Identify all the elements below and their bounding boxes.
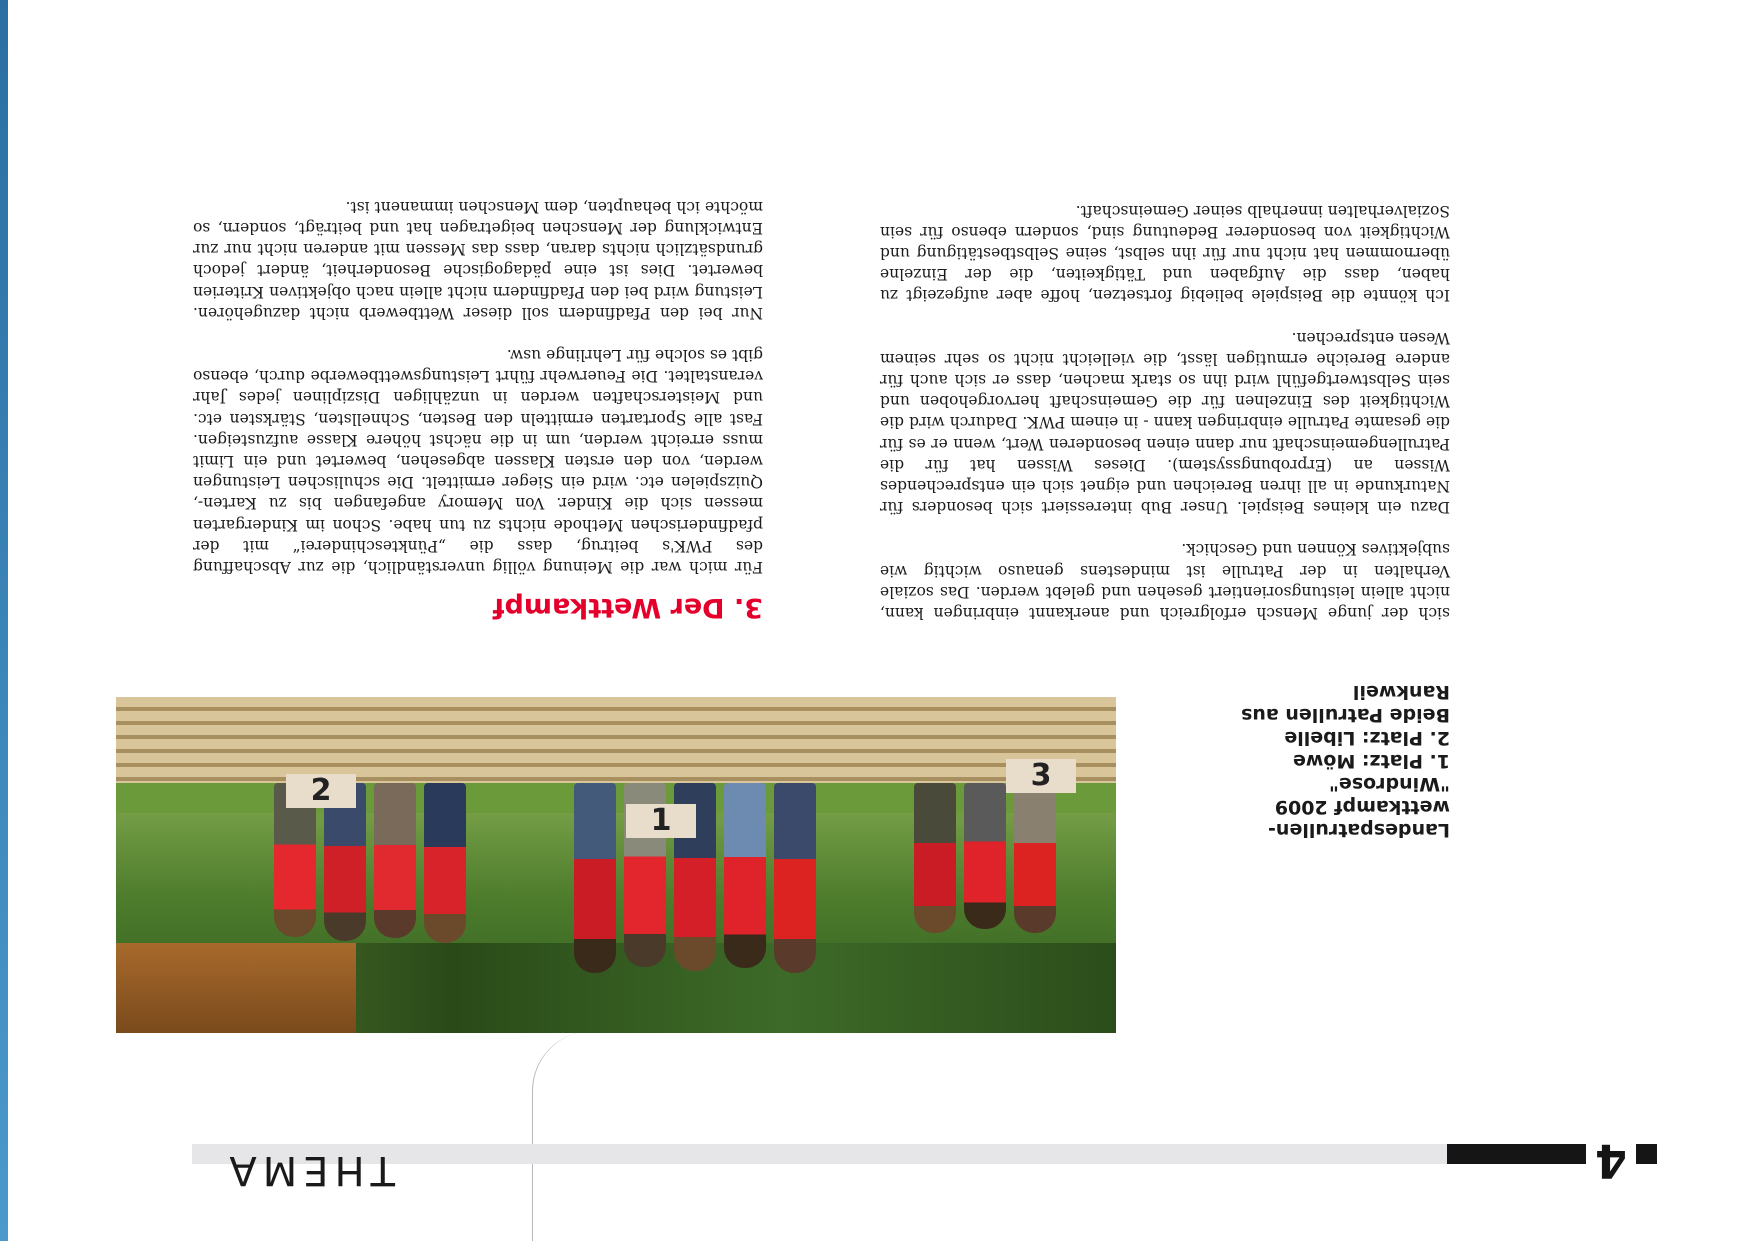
photo-person <box>574 783 616 973</box>
caption-line: Landespatrullen- <box>1268 819 1450 841</box>
photo-person <box>914 783 956 933</box>
photo-pallets <box>116 697 1116 783</box>
section-title: THEMA <box>223 1147 395 1193</box>
photo-person <box>964 783 1006 929</box>
caption-line: Rankweil <box>1352 681 1450 703</box>
left-text-column <box>880 199 1450 623</box>
body-paragraph: Für mich war die Meinung völlig unverständlich, die zur Abschaffung des PWK's beitrug, dass die „Pünkteschinderei“ mit der pfadfinderischen Methode nichts zu tun habe. Schon im Kindergarten messen sich die Kinder. Von Memory angefangen bis zu Karten-, Quizspielen etc. wird ein Sieger ermittelt. Die schulischen Leistungen werden, von den ersten Klassen abgesehen, bewertet und ein Limit muss erreicht werden, um in die nächst höhere Klasse aufzusteigen. Fast alle Sportarten ermitteln den Besten, Schnellsten, Stärksten etc. und Meisterschaften werden in unzähligen Disziplinen jedes Jahr veranstaltet. Die Feuerwehr führt Leistungswettbewerbe durch, ebenso gibt es solche für Lehrlinge usw. <box>193 345 763 576</box>
photo-person <box>774 783 816 973</box>
caption-line: Beide Patrullen aus <box>1241 704 1450 726</box>
body-paragraph: sich der junge Mensch erfolgreich und anerkannt einbringen kann, nicht allein leistungsorientiert gesehen und gelebt werden. Das soziale Verhalten in der Patrulle ist mindestens genauso wichtig wie subjektives Können und Geschick. <box>880 540 1450 622</box>
body-paragraph: Dazu ein kleines Beispiel. Unser Bub interessiert sich besonders für Naturkunde in all ihren Bereichen und eignet sich ein entsprechendes Wissen an (Erprobungssystem). Dieses Wissen hat für die Patrullengemeinschaft nur dann einen besonderen Wert, wenn er es für die gesamte Patrulle einbringen kann - in einem PWK. Dadurch wird die Wichtigkeit des Einzelnen für die Gemeinschaft hervorgehoben und sein Selbstwertgefühl wird ihn so stark machen, dass er sich auch für andere Bereiche ermutigen lässt, die vielleicht nicht so sehr seinem Wesen entsprechen. <box>880 328 1450 517</box>
photo-person <box>1014 783 1056 933</box>
body-paragraph: Nur bei den Pfadfindern soll dieser Wettbewerb nicht dazugehören. Leistung wird bei den Pfadfindern nicht allein nach objektiven Kriterien bewertet. Dies ist eine pädagogische Besonderheit, ändert jedoch grundsätzlich nichts daran, dass das Messen mit anderen nicht nur zur Entwicklung der Menschen beigetragen hat und beiträgt, sondern, so möchte ich behaupten, dem Menschen immanent ist. <box>193 197 763 322</box>
right-text-column <box>193 196 763 623</box>
body-paragraph: Ich könnte die Beispiele beliebig fortsetzen, hoffe aber aufgezeigt zu haben, dass die Aufgaben und Tätigkeiten, die der Einzelne übernommen hat nicht nur für ihn selbst, seine Selbstbestätigung und Wichtigkeit von besonderer Bedeutung sind, sondern ebenso für sein Sozialverhalten innerhalb seiner Gemeinschaft. <box>880 201 1450 305</box>
caption-line: "Windrose" <box>1328 773 1450 795</box>
placement-sign: 1 <box>626 804 696 838</box>
caption-line: 2. Platz: Libelle <box>1284 727 1450 749</box>
photo-person <box>724 783 766 968</box>
page-number: 4 <box>1586 1137 1636 1185</box>
caption-line: wettkampf 2009 <box>1274 796 1450 818</box>
placement-sign: 2 <box>286 774 356 808</box>
placement-sign: 3 <box>1006 759 1076 793</box>
photo-person <box>424 783 466 943</box>
page-fold-line <box>532 1031 593 1241</box>
group-photo <box>116 697 1116 1033</box>
photo-caption <box>1160 680 1450 841</box>
caption-line: 1. Platz: Möwe <box>1292 750 1450 772</box>
section-heading: 3. Der Wettkampf <box>492 592 763 623</box>
photo-person <box>374 783 416 938</box>
header-bar <box>192 1144 1657 1164</box>
photo-wooden-hut <box>116 943 356 1033</box>
